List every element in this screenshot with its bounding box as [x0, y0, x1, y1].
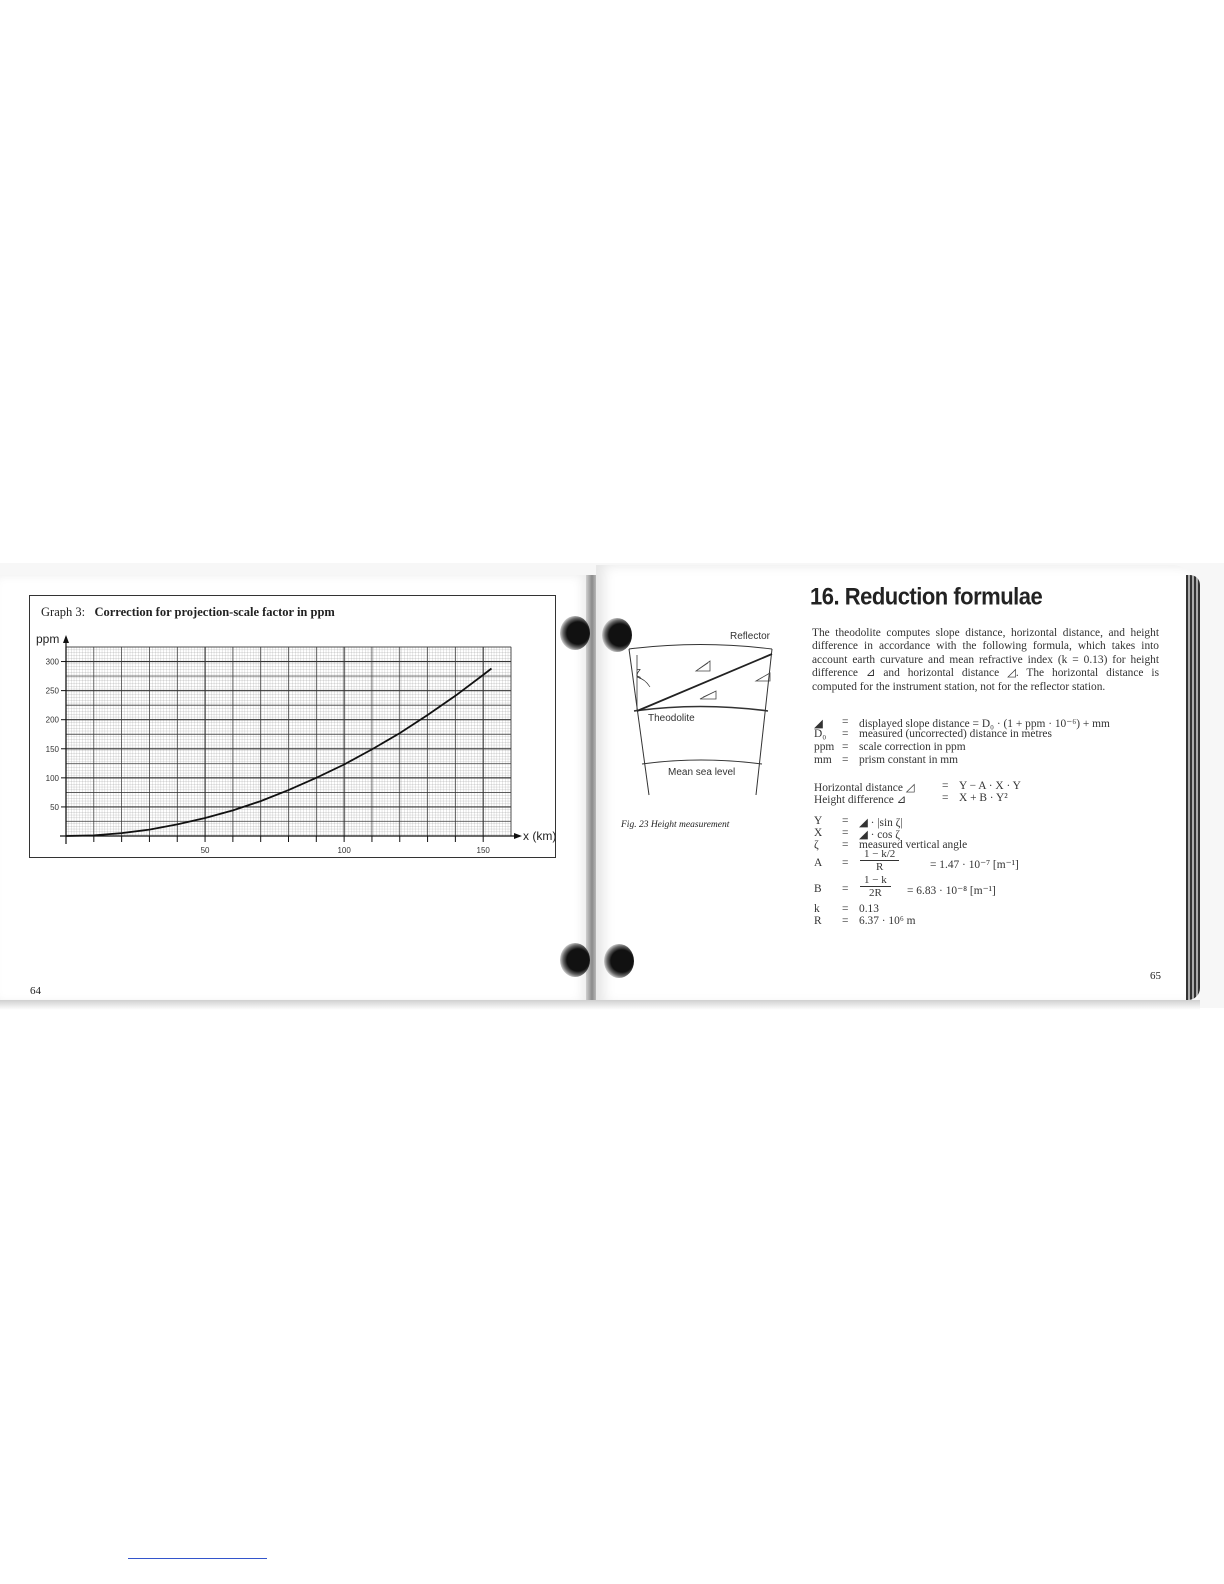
term-definition: 6.37 · 10⁶ m: [859, 915, 916, 927]
x-axis-label: x (km): [523, 829, 556, 843]
term-definition: 0.13: [859, 903, 879, 915]
equals-sign: =: [842, 839, 849, 851]
term-symbol: ζ: [814, 839, 819, 851]
term-definition: ◢ · cos ζ: [859, 829, 900, 841]
sea-level-arc: [642, 760, 762, 764]
reflector-label: Reflector: [730, 631, 771, 642]
result-label: Height difference ⊿: [814, 794, 907, 806]
x-axis-arrow: [514, 833, 522, 839]
fraction-a: [860, 848, 899, 873]
x-tick-label: 100: [337, 846, 351, 855]
equals-sign: =: [842, 915, 849, 927]
x-tick-label: 150: [476, 846, 490, 855]
chart-grid: [66, 647, 511, 836]
term-symbol: X: [814, 827, 823, 839]
definition-text: scale correction in ppm: [859, 741, 966, 753]
equals-sign: =: [842, 741, 849, 753]
term-definition: ◢ · |sin ζ|: [859, 817, 903, 829]
fraction-numerator: 1 − k: [860, 874, 891, 887]
definition-text: displayed slope distance = D₀ · (1 + ppm · 10⁻⁶) + mm: [859, 718, 1110, 730]
y-axis-arrow: [63, 635, 69, 643]
equals-sign: =: [842, 754, 849, 766]
term-definition: measured vertical angle: [859, 839, 968, 851]
result-formula: Y − A · X · Y: [959, 780, 1021, 792]
page-shadow: [0, 1000, 1200, 1010]
y-tick-label: 200: [45, 715, 59, 725]
figure-caption: Fig. 23 Height measurement: [621, 820, 730, 830]
sea-level-label: Mean sea level: [668, 767, 736, 778]
term-symbol: B: [814, 883, 822, 895]
y-axis-label: ppm: [36, 632, 60, 646]
page-number-right: 65: [1150, 970, 1161, 982]
y-tick-label: 50: [50, 802, 59, 812]
binder-hole-top-left: [560, 616, 590, 650]
graph-title-text: Correction for projection-scale factor in ppm: [94, 605, 335, 619]
equals-sign: =: [842, 883, 849, 895]
equals-sign: =: [842, 827, 849, 839]
graph-label: Graph 3:: [41, 605, 86, 619]
equals-sign: =: [842, 857, 849, 869]
term-definition: = 1.47 · 10⁻⁷ [m⁻¹]: [930, 859, 1019, 871]
graph-title: [41, 605, 335, 620]
figure-right-edge: [756, 649, 772, 795]
slope-distance-icon: [696, 661, 710, 671]
equals-sign: =: [942, 792, 949, 804]
horizontal-distance-icon: [700, 691, 716, 699]
binder-hole-bottom-left: [560, 943, 590, 977]
height-difference-icon: [756, 673, 770, 681]
page-number-left: 64: [30, 985, 41, 997]
theodolite-label: Theodolite: [648, 713, 695, 724]
equals-sign: =: [842, 815, 849, 827]
definition-symbol: ◢: [814, 718, 823, 730]
result-formula: X + B · Y²: [959, 792, 1008, 804]
y-tick-label: 300: [45, 657, 59, 667]
fraction-b: [860, 874, 891, 899]
definition-symbol: mm: [814, 754, 832, 766]
zeta-label: ζ: [636, 668, 641, 680]
figure-top-arc: [629, 645, 772, 650]
term-symbol: A: [814, 857, 823, 869]
intro-paragraph: The theodolite computes slope distance, horizontal distance, and height difference in accordance with the following formula, which takes into account earth curvature and mean refractive index (k = 0.13) for height difference ⊿ and horizontal distance ◿. The horizontal distance is computed for the instrument station, not for the reflector station.: [812, 627, 1159, 693]
page-edges: [1186, 575, 1200, 1000]
definition-text: measured (uncorrected) distance in metres: [859, 728, 1052, 740]
projection-scale-chart: [29, 630, 556, 855]
term-symbol: k: [814, 903, 820, 915]
x-tick-label: 50: [200, 846, 210, 855]
slope-distance-line: [637, 654, 772, 711]
equals-sign: =: [942, 780, 949, 792]
definition-symbol: D₀: [814, 728, 827, 740]
fraction-denominator: 2R: [868, 887, 882, 899]
fraction-denominator: R: [875, 861, 884, 873]
definition-text: prism constant in mm: [859, 754, 959, 766]
term-symbol: Y: [814, 815, 823, 827]
underline-artifact: [128, 1558, 267, 1559]
definition-symbol: ppm: [814, 741, 835, 753]
y-tick-label: 250: [45, 686, 59, 696]
equals-sign: =: [842, 728, 849, 740]
theodolite-level-arc: [634, 707, 768, 712]
equals-sign: =: [842, 903, 849, 915]
term-definition: = 6.83 · 10⁻⁸ [m⁻¹]: [907, 885, 996, 897]
term-symbol: R: [814, 915, 822, 927]
binder-hole-bottom-right: [604, 944, 634, 978]
result-label: Horizontal distance ◿: [814, 782, 915, 794]
section-title: 16. Reduction formulae: [810, 582, 1043, 610]
y-tick-label: 150: [45, 744, 59, 754]
height-measurement-figure: [620, 625, 780, 820]
equals-sign: =: [842, 716, 849, 728]
y-tick-label: 100: [45, 773, 59, 783]
fraction-numerator: 1 − k/2: [860, 848, 899, 861]
